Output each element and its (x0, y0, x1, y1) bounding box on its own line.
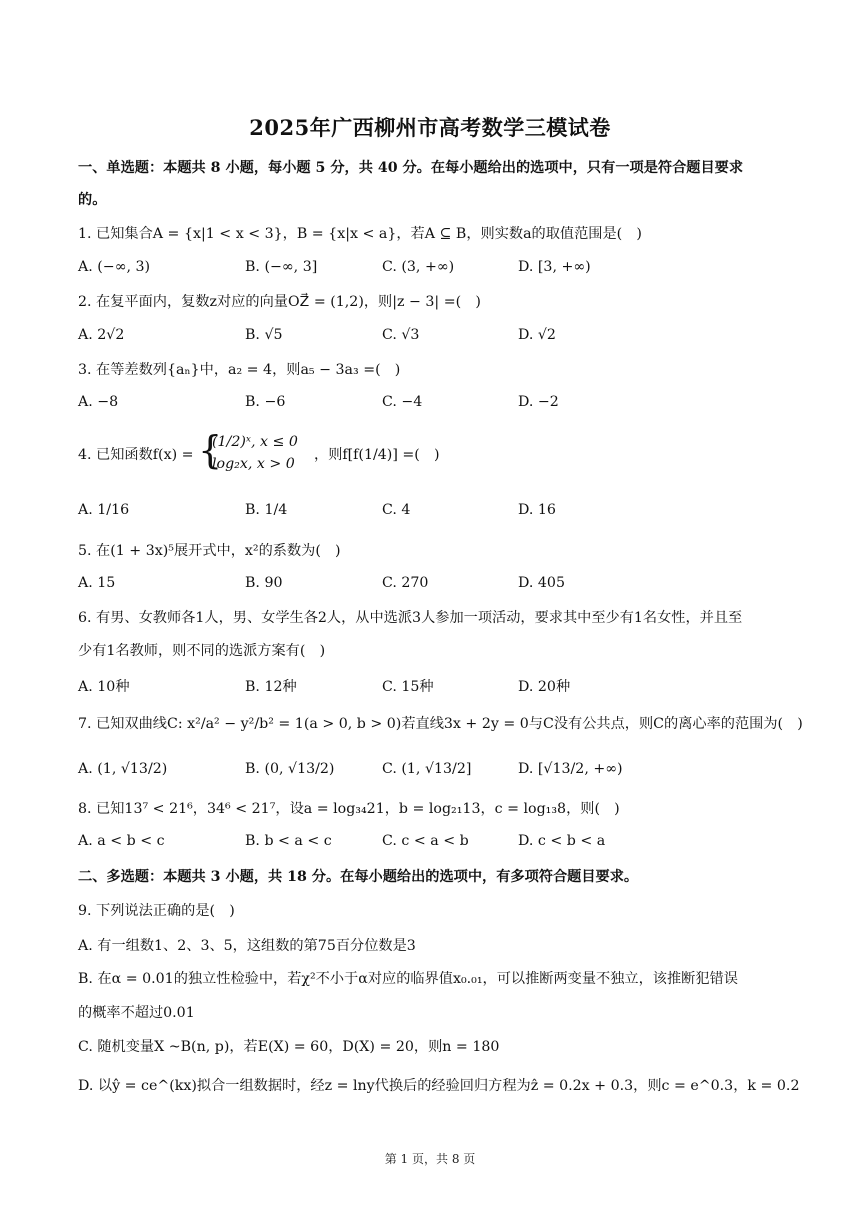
q3-option-a: A. −8 (78, 394, 119, 410)
q7-options (78, 761, 790, 783)
q4-stem-prefix: 4. 已知函数f(x) = (78, 447, 194, 463)
q3-stem: 3. 在等差数列{aₙ}中，a₂ = 4，则a₅ − 3a₃ =( ) (78, 362, 401, 378)
q9-option-c: C. 随机变量X ~B(n, p)，若E(X) = 60，D(X) = 20，则n = 180 (78, 1039, 500, 1055)
q8-options (78, 833, 790, 855)
q2-option-a: A. 2√2 (78, 327, 125, 343)
q9-stem: 9. 下列说法正确的是( ) (78, 903, 235, 919)
section2-heading: 二、多选题：本题共 3 小题，共 18 分。在每小题给出的选项中，有多项符合题目要求。 (78, 869, 639, 885)
q7-option-b: B. (0, √13/2) (245, 761, 335, 777)
q4-stem-suffix: ，则f[f(1/4)] =( ) (314, 447, 440, 463)
q7-option-a: A. (1, √13/2) (78, 761, 168, 777)
q3-option-b: B. −6 (245, 394, 286, 410)
q8-option-d: D. c < b < a (518, 833, 606, 849)
q5-option-b: B. 90 (245, 575, 283, 591)
q4-options (78, 502, 790, 524)
q1-option-b: B. (−∞, 3] (245, 259, 318, 275)
q9-option-a: A. 有一组数1、2、3、5，这组数的第75百分位数是3 (78, 938, 416, 954)
q4-case-2: log₂x, x > 0 (212, 456, 295, 472)
q4-option-b: B. 1/4 (245, 502, 288, 518)
q3-option-d: D. −2 (518, 394, 559, 410)
q9-option-b-line2: 的概率不超过0.01 (78, 1005, 195, 1021)
q6-stem-line2: 少有1名教师，则不同的选派方案有( ) (78, 643, 326, 659)
q7-option-d: D. [√13/2, +∞) (518, 761, 623, 777)
q4-option-d: D. 16 (518, 502, 556, 518)
q9-option-b-line1: B. 在α = 0.01的独立性检验中，若χ²不小于α对应的临界值x₀.₀₁，可以推断两变量不独立，该推断犯错误 (78, 971, 738, 987)
q2-option-c: C. √3 (382, 327, 420, 343)
q5-options (78, 575, 790, 597)
q8-stem: 8. 已知13⁷ < 21⁶，34⁶ < 21⁷，设a = log₃₄21，b = log₂₁13，c = log₁₃8，则( ) (78, 801, 620, 817)
q5-stem: 5. 在(1 + 3x)⁵展开式中，x²的系数为( ) (78, 543, 341, 559)
q4-brace: { (198, 428, 223, 472)
q1-stem: 1. 已知集合A = {x|1 < x < 3}，B = {x|x < a}，若A ⊆ B，则实数a的取值范围是( ) (78, 226, 642, 242)
exam-title: 2025年广西柳州市高考数学三模试卷 (249, 115, 611, 140)
q6-option-d: D. 20种 (518, 679, 571, 695)
q9-option-d: D. 以ŷ = ce^(kx)拟合一组数据时，经z = lny代换后的经验回归方程为ẑ = 0.2x + 0.3，则c = e^0.3，k = 0.2 (78, 1078, 800, 1094)
q2-options (78, 327, 790, 349)
q3-options (78, 394, 790, 416)
q1-options (78, 259, 790, 281)
q1-option-c: C. (3, +∞) (382, 259, 455, 275)
q1-option-d: D. [3, +∞) (518, 259, 591, 275)
q6-option-b: B. 12种 (245, 679, 297, 695)
section1-heading-line2: 的。 (78, 192, 107, 208)
q8-option-a: A. a < b < c (78, 833, 165, 849)
q6-option-a: A. 10种 (78, 679, 130, 695)
q2-option-d: D. √2 (518, 327, 556, 343)
q7-option-c: C. (1, √13/2] (382, 761, 472, 777)
q3-option-c: C. −4 (382, 394, 423, 410)
section1-heading-line1: 一、单选题：本题共 8 小题，每小题 5 分，共 40 分。在每小题给出的选项中，只有一项是符合题目要求 (78, 160, 744, 176)
q5-option-c: C. 270 (382, 575, 429, 591)
q8-option-b: B. b < a < c (245, 833, 332, 849)
q4-option-a: A. 1/16 (78, 502, 130, 518)
q8-option-c: C. c < a < b (382, 833, 469, 849)
q7-stem: 7. 已知双曲线C: x²/a² − y²/b² = 1(a > 0, b > 0)若直线3x + 2y = 0与C没有公共点，则C的离心率的范围为( ) (78, 716, 803, 732)
page-footer: 第 1 页，共 8 页 (384, 1152, 476, 1166)
q5-option-d: D. 405 (518, 575, 565, 591)
q4-option-c: C. 4 (382, 502, 411, 518)
q5-option-a: A. 15 (78, 575, 116, 591)
q6-option-c: C. 15种 (382, 679, 434, 695)
q6-options (78, 676, 790, 698)
q2-stem: 2. 在复平面内，复数z对应的向量OZ⃗ = (1,2)，则|z − 3| =( ) (78, 294, 481, 310)
q4-case-1: (1/2)ˣ, x ≤ 0 (212, 434, 298, 450)
q6-stem-line1: 6. 有男、女教师各1人，男、女学生各2人，从中选派3人参加一项活动，要求其中至少有1名女性，并且至 (78, 610, 743, 626)
q1-option-a: A. (−∞, 3) (78, 259, 151, 275)
q2-option-b: B. √5 (245, 327, 283, 343)
